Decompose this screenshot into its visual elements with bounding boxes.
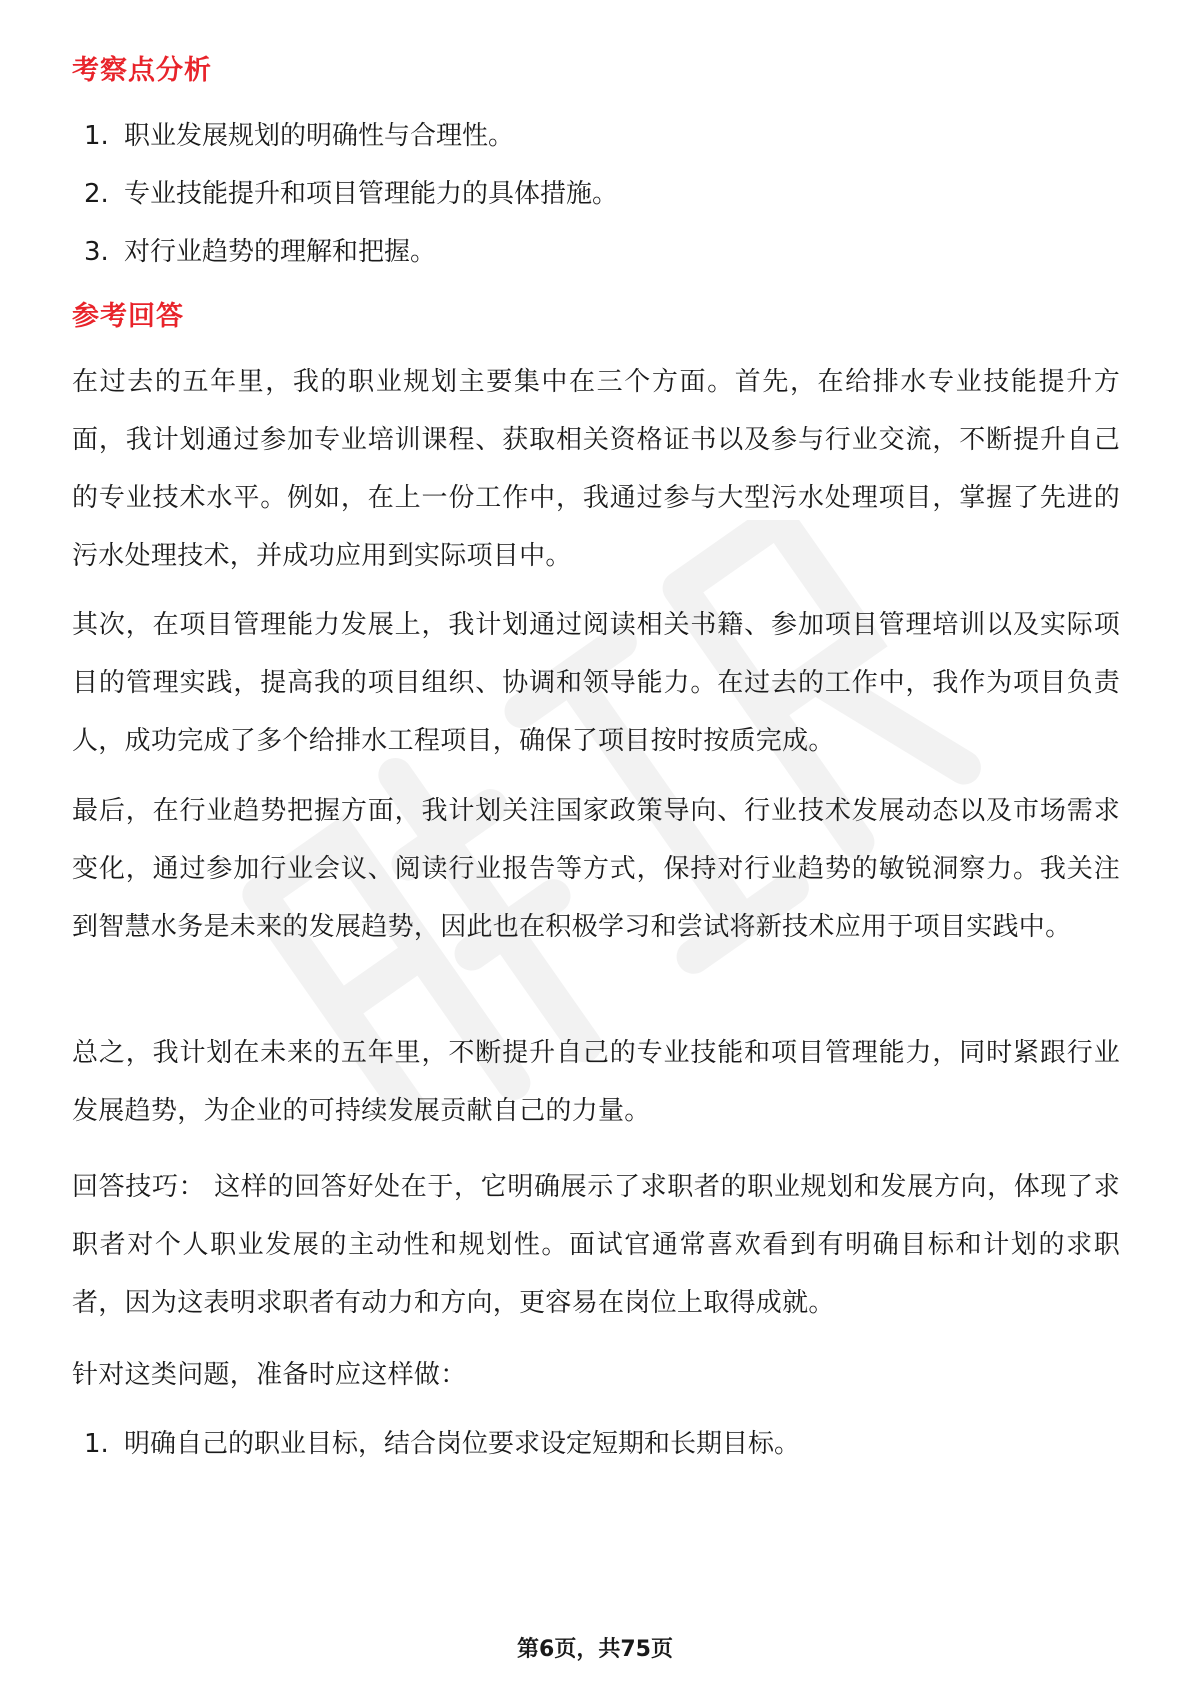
list-item-text: 职业发展规划的明确性与合理性。 — [124, 121, 515, 151]
list-item-text: 专业技能提升和项目管理能力的具体措施。 — [124, 179, 619, 209]
list-item — [84, 116, 618, 174]
analysis-section-title: 考察点分析 — [72, 55, 212, 86]
list-item — [84, 1424, 800, 1482]
prep-list — [84, 1424, 800, 1482]
answer-paragraph: 总之，我计划在未来的五年里，不断提升自己的专业技能和项目管理能力，同时紧跟行业发展趋势，为企业的可持续发展贡献自己的力量。 — [72, 1038, 1120, 1126]
list-item-number: 3. — [84, 237, 109, 267]
page-number-footer: 第6页，共75页 — [517, 1637, 673, 1662]
answer-section-title: 参考回答 — [72, 301, 184, 332]
analysis-list — [84, 116, 618, 290]
list-item-text: 对行业趋势的理解和把握。 — [124, 237, 437, 267]
answer-paragraph: 其次，在项目管理能力发展上，我计划通过阅读相关书籍、参加项目管理培训以及实际项目的管理实践，提高我的项目组织、协调和领导能力。在过去的工作中，我作为项目负责人，成功完成了多个给排水工程项目，确保了项目按时按质完成。 — [72, 610, 1120, 756]
list-item — [84, 174, 618, 232]
list-item-number: 1. — [84, 121, 109, 151]
prep-intro-paragraph: 针对这类问题，准备时应这样做： — [72, 1360, 467, 1390]
answer-paragraph: 最后，在行业趋势把握方面，我计划关注国家政策导向、行业技术发展动态以及市场需求变化，通过参加行业会议、阅读行业报告等方式，保持对行业趋势的敏锐洞察力。我关注到智慧水务是未来的发展趋势，因此也在积极学习和尝试将新技术应用于项目实践中。 — [72, 796, 1120, 942]
tips-paragraph: 回答技巧： 这样的回答好处在于，它明确展示了求职者的职业规划和发展方向，体现了求职者对个人职业发展的主动性和规划性。面试官通常喜欢看到有明确目标和计划的求职者，因为这表明求职者有动力和方向，更容易在岗位上取得成就。 — [72, 1172, 1120, 1318]
list-item-text: 明确自己的职业目标，结合岗位要求设定短期和长期目标。 — [124, 1429, 801, 1459]
list-item-number: 1. — [84, 1429, 109, 1459]
list-item — [84, 232, 618, 290]
list-item-number: 2. — [84, 179, 109, 209]
answer-paragraph: 在过去的五年里，我的职业规划主要集中在三个方面。首先，在给排水专业技能提升方面，我计划通过参加专业培训课程、获取相关资格证书以及参与行业交流，不断提升自己的专业技术水平。例如，在上一份工作中，我通过参与大型污水处理项目，掌握了先进的污水处理技术，并成功应用到实际项目中。 — [72, 367, 1120, 571]
